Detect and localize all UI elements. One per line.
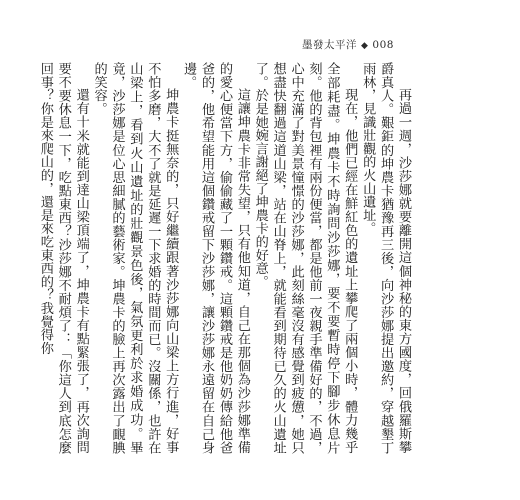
running-header bbox=[302, 37, 394, 52]
paragraph-5: 還有十米就能到達山梁頂端了，坤農卡有點緊張了，再次詢問要不要休息一下，吃點東西？沙莎娜不耐煩了：「你這人到底怎麼回事？你是來爬山的，還是來吃東西的？我覺得你 bbox=[37, 62, 89, 454]
separator-diamond-icon: ◆ bbox=[361, 41, 369, 51]
paragraph-1: 再過一週，沙莎娜就要離開這個神秘的東方國度，回俄羅斯攀爵真人。艱鉅的坤農卡猶豫再三後，向沙莎娜提出邀約，穿越墾丁雨林，見識壯觀的火山遺址。 bbox=[360, 62, 411, 454]
paragraph-3: 這讓坤農卡非常失望，只有他知道，自己在那個為沙莎娜準備的愛心便當下方，偷偷藏了一顆鑽戒。這顆鑽戒是他奶奶傳給他爸爸的，他希望能用這個鑽戒留下沙莎娜，讓沙莎娜永遠留在自己身邊。 bbox=[181, 62, 250, 454]
paragraph-2: 現在，他們已經在鮮紅色的遺址上攀爬了兩個小時，體力幾乎全部耗盡。坤農卡不時詢問沙莎娜，要不要暫時停下腳步休息片刻。他的背包裡有兩份便當，都是他前一夜親手準備好的，不過，心中充滿了對美景憧憬的沙莎娜，此刻絲毫沒有感覺到疲憊，她只想盡快翻過這道山梁，站在山脊上，就能看到期待已久的火山遺址了。於是她婉言謝絕了坤農卡的好意。 bbox=[252, 62, 358, 454]
page-number: 008 bbox=[372, 39, 394, 51]
body-text bbox=[36, 62, 412, 454]
book-title: 墨發太平洋 bbox=[302, 39, 357, 51]
paragraph-4: 坤農卡挺無奈的，只好繼續跟著沙莎娜向山梁上方行進，好事不怕多磨，大不了就是延遲一下求婚的時間而已。沒關係，也許在山梁上，看到火山遺址的壯觀景色後，氣氛更利於求婚成功。畢竟，沙莎娜是位心思細膩的藝術家。坤農卡的臉上再次露出了靦腆的笑容。 bbox=[91, 62, 179, 454]
